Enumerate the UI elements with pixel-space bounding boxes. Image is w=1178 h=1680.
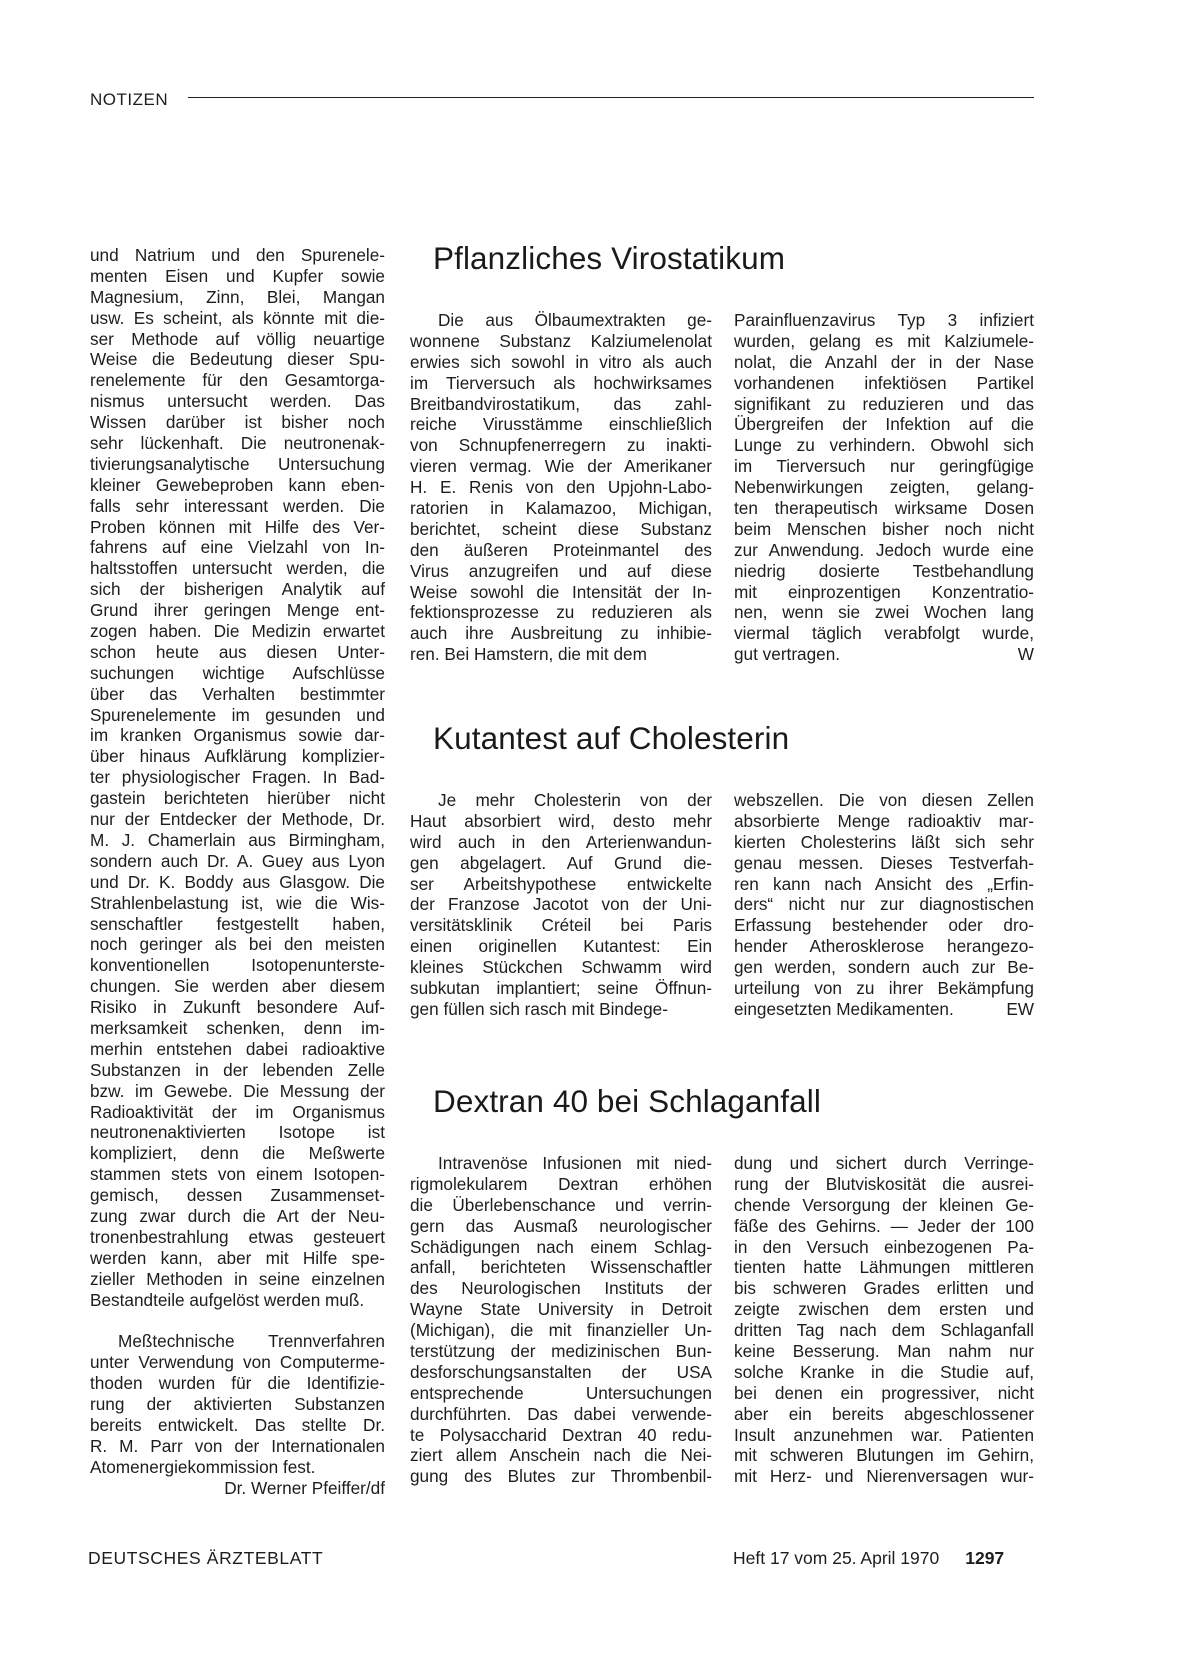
text-line: dritten Tag nach dem Schlaganfall <box>734 1320 1034 1341</box>
text-line: gastein berichteten hierüber nicht <box>90 788 385 809</box>
text-line: viermal täglich verabfolgt wurde, <box>734 623 1034 644</box>
text-line: ter physiologischer Fragen. In Bad- <box>90 767 385 788</box>
text-line: den äußeren Proteinmantel des <box>410 539 712 560</box>
text-line: niedrig dosierte Testbehandlung <box>734 560 1034 581</box>
text-line: Lunge zu verhindern. Obwohl sich <box>734 435 1034 456</box>
text-line: über hinaus Aufklärung komplizier- <box>90 746 385 767</box>
text-line: chende Versorgung der kleinen Ge- <box>734 1194 1034 1215</box>
text-line: chungen. Sie werden aber diesem <box>90 976 385 997</box>
text-line: ren kann nach Ansicht des „Erfin- <box>734 873 1034 894</box>
section-label: NOTIZEN <box>90 90 169 109</box>
text-line: Weise sowohl die Intensität der In- <box>410 581 712 602</box>
text-line: Strahlenbelastung ist, wie die Wis- <box>90 892 385 913</box>
text-line: absorbierte Menge radioaktiv mar- <box>734 810 1034 831</box>
text-line: Die aus Ölbaumextrakten ge- <box>438 310 712 330</box>
text-line: der Franzose Jacotot von der Uni- <box>410 894 712 915</box>
text-line: wonnene Substanz Kalziumelenolat <box>410 330 712 351</box>
text-line: beim Menschen bisher noch nicht <box>734 518 1034 539</box>
text-line: gen abgelagert. Auf Grund die- <box>410 852 712 873</box>
text-line: ren. Bei Hamstern, die mit dem <box>410 644 647 665</box>
text-line: Schädigungen nach einem Schlag- <box>410 1236 712 1257</box>
text-line: berichtet, scheint diese Substanz <box>410 518 712 539</box>
text-line: falls sehr interessant werden. Die <box>90 495 385 516</box>
text-line: ser Methode auf völlig neuartige <box>90 328 385 349</box>
text-line: nen, wenn sie zwei Wochen lang <box>734 602 1034 623</box>
text-line: hender Atherosklerose herangezo- <box>734 936 1034 957</box>
text-line: Intravenöse Infusionen mit nied- <box>438 1153 712 1173</box>
text-line: keine Besserung. Man nahm nur <box>734 1341 1034 1362</box>
left-paragraph-1 <box>90 245 385 1310</box>
text-line: Spurenelemente im gesunden und <box>90 704 385 725</box>
article-title-virostatikum: Pflanzliches Virostatikum <box>433 240 786 276</box>
article-dextran-col-b <box>734 1153 1034 1487</box>
article-virostatikum-col-b <box>734 310 1034 665</box>
text-line: rung der aktivierten Substanzen <box>90 1393 385 1414</box>
text-line: Wissen darüber ist bisher noch <box>90 412 385 433</box>
text-line: Substanzen in der lebenden Zelle <box>90 1059 385 1080</box>
text-line: im kranken Organismus sowie dar- <box>90 725 385 746</box>
header-rule <box>188 97 1034 98</box>
article-dextran-col-a <box>410 1153 712 1487</box>
left-paragraph-2 <box>90 1331 385 1477</box>
text-line: stammen stets von einem Isotopen- <box>90 1164 385 1185</box>
text-line: schon heute aus diesen Unter- <box>90 641 385 662</box>
text-line: kompliziert, denn die Meßwerte <box>90 1143 385 1164</box>
text-line: fahrens auf eine Vielzahl von In- <box>90 537 385 558</box>
text-line: ten therapeutisch wirksame Dosen <box>734 498 1034 519</box>
article-cholesterin-col-b <box>734 790 1034 1020</box>
text-line: (Michigan), die mit finanzieller Un- <box>410 1320 712 1341</box>
issue-date: Heft 17 vom 25. April 1970 <box>733 1548 940 1568</box>
text-line: zung zwar durch die Art der Neu- <box>90 1205 385 1226</box>
text-line: Insult anzunehmen war. Patienten <box>734 1424 1034 1445</box>
text-line: fäße des Gehirns. — Jeder der 100 <box>734 1215 1034 1236</box>
text-line: Bestandteile aufgelöst werden muß. <box>90 1289 365 1310</box>
text-line: gemisch, dessen Zusammenset- <box>90 1185 385 1206</box>
text-line: Atomenergiekommission fest. <box>90 1456 316 1477</box>
text-line: erwies sich sowohl in vitro als auch <box>410 351 712 372</box>
text-line: sich der bisherigen Analytik auf <box>90 579 385 600</box>
text-line: bzw. im Gewebe. Die Messung der <box>90 1080 385 1101</box>
text-line: ser Arbeitshypothese entwickelte <box>410 873 712 894</box>
text-line: anfall, berichteten Wissenschaftler <box>410 1257 712 1278</box>
text-line: fektionsprozesse zu reduzieren als <box>410 602 712 623</box>
text-line: kleiner Gewebeproben kann eben- <box>90 474 385 495</box>
text-line: signifikant zu reduzieren und das <box>734 393 1034 414</box>
author-signature: EW <box>1006 998 1034 1019</box>
text-line: renelemente für den Gesamtorga- <box>90 370 385 391</box>
text-line: vorhandenen infektiösen Partikel <box>734 372 1034 393</box>
text-line: Je mehr Cholesterin von der <box>438 790 712 810</box>
text-line: zeigte zwischen dem ersten und <box>734 1299 1034 1320</box>
text-line: konventionellen Isotopenunterste- <box>90 955 385 976</box>
text-line: Radioaktivität der im Organismus <box>90 1101 385 1122</box>
text-line: Magnesium, Zinn, Blei, Mangan <box>90 286 385 307</box>
text-line: webszellen. Die von diesen Zellen <box>734 790 1034 810</box>
left-column <box>90 245 385 1498</box>
text-line: menten Eisen und Kupfer sowie <box>90 265 385 286</box>
text-line: des Neurologischen Instituts der <box>410 1278 712 1299</box>
text-line: im Tierversuch nur geringfügige <box>734 456 1034 477</box>
text-line: Meßtechnische Trennverfahren <box>118 1331 385 1352</box>
text-line: Erfassung bestehender oder dro- <box>734 915 1034 936</box>
text-line: te Polysaccharid Dextran 40 redu- <box>410 1424 712 1445</box>
text-line: von Schnupfenerregern zu inakti- <box>410 435 712 456</box>
text-line: suchungen wichtige Aufschlüsse <box>90 662 385 683</box>
text-line: ziert allem Anschein nach die Nei- <box>410 1445 712 1466</box>
text-line: sondern auch Dr. A. Guey aus Lyon <box>90 850 385 871</box>
text-line: aber ein bereits abgeschlossener <box>734 1403 1034 1424</box>
text-line: senschaftler festgestellt haben, <box>90 913 385 934</box>
text-line: H. E. Renis von den Upjohn-Labo- <box>410 477 712 498</box>
left-signature: Dr. Werner Pfeiffer/df <box>224 1477 385 1498</box>
text-line: Proben können mit Hilfe des Ver- <box>90 516 385 537</box>
text-line: gung des Blutes zur Thrombenbil- <box>410 1466 712 1487</box>
text-line: R. M. Parr von der Internationalen <box>90 1435 385 1456</box>
text-line: mit einprozentigen Konzentratio- <box>734 581 1034 602</box>
text-line: haltsstoffen untersucht werden, die <box>90 558 385 579</box>
footer-issue <box>733 1548 1004 1569</box>
text-line: über das Verhalten bestimmter <box>90 683 385 704</box>
text-line: ders“ nicht nur zur diagnostischen <box>734 894 1034 915</box>
text-line: zogen haben. Die Medizin erwartet <box>90 621 385 642</box>
text-line-content: eingesetzten Medikamenten. <box>734 998 954 1019</box>
article-title-cholesterin: Kutantest auf Cholesterin <box>433 720 790 756</box>
text-line: im Tierversuch als hochwirksames <box>410 372 712 393</box>
text-line: Parainfluenzavirus Typ 3 infiziert <box>734 310 1034 330</box>
text-line: bereits entwickelt. Das stellte Dr. <box>90 1414 385 1435</box>
text-line: werden kann, aber mit Hilfe spe- <box>90 1247 385 1268</box>
text-line: einen originellen Kutantest: Ein <box>410 936 712 957</box>
text-line: nolat, die Anzahl der in der Nase <box>734 351 1034 372</box>
text-line: tronenbestrahlung etwas gesteuert <box>90 1226 385 1247</box>
text-line: mit Herz- und Nierenversagen wur- <box>734 1466 1034 1487</box>
article-virostatikum-col-a <box>410 310 712 665</box>
text-line: wurden, gelang es mit Kalziumele- <box>734 330 1034 351</box>
text-line: zieller Methoden in seine einzelnen <box>90 1268 385 1289</box>
text-line <box>734 644 1034 665</box>
text-line: tienten hatte Lähmungen mittleren <box>734 1257 1034 1278</box>
text-line: dung und sichert durch Verringe- <box>734 1153 1034 1173</box>
text-line: merksamkeit schenken, denn im- <box>90 1017 385 1038</box>
text-line: terstützung der medizinischen Bun- <box>410 1341 712 1362</box>
text-line: Breitbandvirostatikum, das zahl- <box>410 393 712 414</box>
text-line: zur Anwendung. Jedoch wurde eine <box>734 539 1034 560</box>
text-line: genau messen. Dieses Testverfah- <box>734 852 1034 873</box>
text-line: Nebenwirkungen zeigten, gelang- <box>734 477 1034 498</box>
text-line: in den Versuch einbezogenen Pa- <box>734 1236 1034 1257</box>
text-line: Weise die Bedeutung dieser Spu- <box>90 349 385 370</box>
text-line: gern das Ausmaß neurologischer <box>410 1215 712 1236</box>
text-line: kleines Stückchen Schwamm wird <box>410 957 712 978</box>
text-line: desforschungsanstalten der USA <box>410 1361 712 1382</box>
text-line: merhin entstehen dabei radioaktive <box>90 1038 385 1059</box>
text-line: sehr lückenhaft. Die neutronenak- <box>90 433 385 454</box>
text-line: urteilung von zu ihrer Bekämpfung <box>734 978 1034 999</box>
text-line: noch geringer als bei den meisten <box>90 934 385 955</box>
text-line: mit schweren Blutungen im Gehirn, <box>734 1445 1034 1466</box>
text-line: Haut absorbiert wird, desto mehr <box>410 810 712 831</box>
text-line <box>734 999 1034 1020</box>
text-line: tivierungsanalytische Untersuchung <box>90 453 385 474</box>
text-line: usw. Es scheint, als könnte mit die- <box>90 307 385 328</box>
text-line: ratorien in Kalamazoo, Michigan, <box>410 498 712 519</box>
text-line: unter Verwendung von Computerme- <box>90 1352 385 1373</box>
text-line: gen werden, sondern auch zur Be- <box>734 957 1034 978</box>
text-line: Risiko in Zukunft besondere Auf- <box>90 997 385 1018</box>
text-line: entsprechende Untersuchungen <box>410 1382 712 1403</box>
text-line: durchführten. Das dabei verwende- <box>410 1403 712 1424</box>
text-line: reiche Virusstämme einschließlich <box>410 414 712 435</box>
text-line: nismus untersucht werden. Das <box>90 391 385 412</box>
article-title-dextran: Dextran 40 bei Schlaganfall <box>433 1083 821 1119</box>
text-line: wird auch in den Arterienwandun- <box>410 831 712 852</box>
text-line: kierten Cholesterins läßt sich sehr <box>734 831 1034 852</box>
author-signature: W <box>1017 644 1034 665</box>
text-line: solche Kranke in die Studie auf, <box>734 1361 1034 1382</box>
text-line: und Natrium und den Spurenele- <box>90 245 385 265</box>
text-line: und Dr. K. Boddy aus Glasgow. Die <box>90 871 385 892</box>
text-line: vieren vermag. Wie der Amerikaner <box>410 456 712 477</box>
text-line: Übergreifen der Infektion auf die <box>734 414 1034 435</box>
text-line: die Überlebenschance und verrin- <box>410 1194 712 1215</box>
text-line: thoden wurden für die Identifizie- <box>90 1373 385 1394</box>
text-line: versitätsklinik Créteil bei Paris <box>410 915 712 936</box>
text-line-content: gut vertragen. <box>734 644 841 665</box>
text-line: Virus anzugreifen und auf diese <box>410 560 712 581</box>
text-line: M. J. Chamerlain aus Birmingham, <box>90 829 385 850</box>
article-cholesterin-col-a <box>410 790 712 1020</box>
text-line: subkutan implantiert; seine Öffnun- <box>410 978 712 999</box>
text-line: neutronenaktivierten Isotope ist <box>90 1122 385 1143</box>
text-line: bei denen ein progressiver, nicht <box>734 1382 1034 1403</box>
journal-name: DEUTSCHES ÄRZTEBLATT <box>88 1548 324 1568</box>
text-line: bis schweren Grades erlitten und <box>734 1278 1034 1299</box>
text-line: gen füllen sich rasch mit Bindege- <box>410 998 668 1019</box>
text-line: rung der Blutviskosität die ausrei- <box>734 1173 1034 1194</box>
text-line: Wayne State University in Detroit <box>410 1299 712 1320</box>
text-line: nur der Entdecker der Methode, Dr. <box>90 809 385 830</box>
text-line: Grund ihrer geringen Menge ent- <box>90 600 385 621</box>
text-line: rigmolekularem Dextran erhöhen <box>410 1173 712 1194</box>
page-number: 1297 <box>965 1548 1005 1568</box>
text-line: auch ihre Ausbreitung zu inhibie- <box>410 623 712 644</box>
